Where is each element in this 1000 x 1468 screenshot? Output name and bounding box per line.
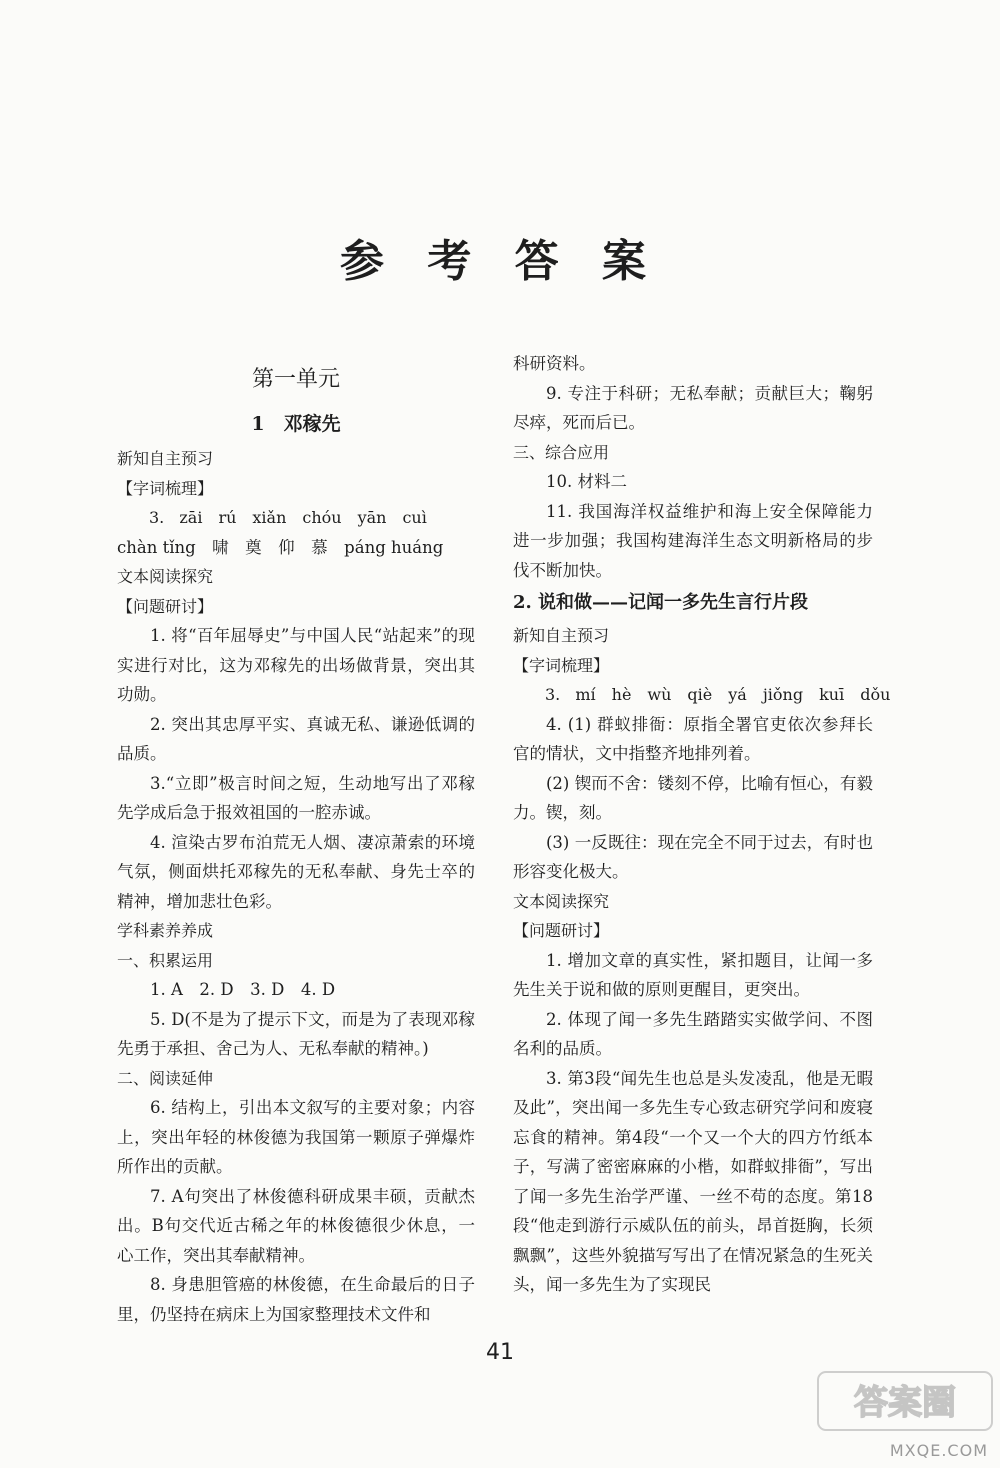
section-heading: 文本阅读探究 (117, 567, 214, 586)
section-heading: 文本阅读探究 (513, 891, 610, 911)
subsection-heading: 【字词梳理】 (117, 478, 214, 498)
answer-paragraph: (2) 锲而不舍：镂刻不停，比喻有恒心，有毅力。锲，刻。 (513, 773, 873, 822)
answer-paragraph: 10. 材料二 (546, 472, 627, 491)
page-title: 参 考 答 案 (340, 236, 660, 287)
answer-paragraph: 2. 体现了闻一多先生踏踏实实做学问、不图名利的品质。 (513, 1009, 873, 1058)
answer-paragraph: 1. A 2. D 3. D 4. D (150, 980, 336, 999)
part-heading: 二、阅读延伸 (117, 1068, 214, 1088)
answer-paragraph: 8. 身患胆管癌的林俊德，在生命最后的日子里，仍坚持在病床上为国家整理技术文件和 (117, 1275, 475, 1324)
answer-paragraph: 7. A句突出了林俊德科研成果丰硕，贡献杰出。B句交代近古稀之年的林俊德很少休息，一心工作，突出其奉献精神。 (117, 1186, 475, 1265)
answer-paragraph: 1. 增加文章的真实性，紧扣题目，让闻一多先生关于说和做的原则更醒目，更突出。 (513, 950, 873, 999)
subsection-heading: 【问题研讨】 (117, 596, 214, 616)
watermark-url: MXQE.COM (889, 1441, 988, 1460)
answer-paragraph: 9. 专注于科研；无私奉献；贡献巨大；鞠躬尽瘁，死而后已。 (513, 383, 873, 432)
unit-heading: 第一单元 (251, 367, 340, 392)
section-heading: 学科素养养成 (117, 921, 214, 940)
answer-continuation: 科研资料。 (513, 354, 596, 373)
subsection-heading: 【字词梳理】 (513, 655, 610, 675)
pinyin-line: chàn tǐng 啸 奠 仰 慕 páng huáng (117, 537, 444, 557)
answer-paragraph: 3.“立即”极言时间之短，生动地写出了邓稼先学成后急于报效祖国的一腔赤诚。 (117, 773, 475, 822)
answer-paragraph: 2. 突出其忠厚平实、真诚无私、谦逊低调的品质。 (117, 714, 475, 763)
answer-paragraph: 3. 第3段“闻先生也总是头发凌乱，他是无暇及此”，突出闻一多先生专心致志研究学问和废寝忘食的精神。第4段“一个又一个大的四方竹纸本子，写满了密密麻麻的小楷，如群蚁排衙”，写出了闻一多先生治学严谨、一丝不苟的态度。第18段“他走到游行示威队伍的前头，昂首挺胸，长须飘飘”，这些外貌描写写出了在情况紧急的生死关头，闻一多先生为了实现民 (513, 1068, 873, 1294)
answer-paragraph: 1. 将“百年屈辱史”与中国人民“站起来”的现实进行对比，这为邓稼先的出场做背景，突出其功勋。 (117, 626, 475, 704)
lesson-title: 1 邓稼先 (251, 413, 341, 435)
answer-paragraph: 5. D(不是为了提示下文，而是为了表现邓稼先勇于承担、舍己为人、无私奉献的精神。) (117, 1009, 475, 1058)
answer-paragraph: 6. 结构上，引出本文叙写的主要对象；内容上，突出年轻的林俊德为我国第一颗原子弹爆炸所作出的贡献。 (117, 1098, 475, 1176)
section-heading: 新知自主预习 (117, 449, 214, 468)
right-column (513, 349, 891, 1300)
part-heading: 三、综合应用 (513, 442, 610, 462)
answer-paragraph: 4. (1) 群蚁排衙：原指全署官吏依次参拜长官的情状，文中指整齐地排列着。 (513, 714, 873, 763)
pinyin-line: 3. zāi rú xiǎn chóu yān cuì (149, 508, 427, 527)
lesson-title: 2. 说和做——记闻一多先生言行片段 (513, 592, 809, 613)
subsection-heading: 【问题研讨】 (513, 921, 610, 940)
page-number: 41 (486, 1340, 514, 1365)
watermark-logo-text: 答案圈 (854, 1383, 956, 1423)
answer-paragraph: (3) 一反既往：现在完全不同于过去，有时也形容变化极大。 (513, 832, 873, 881)
section-heading: 新知自主预习 (513, 626, 610, 645)
answer-paragraph: 11. 我国海洋权益维护和海上安全保障能力进一步加强；我国构建海洋生态文明新格局的步伐不断加快。 (513, 501, 873, 580)
pinyin-line: 3. mí hè wù qiè yá jiǒng kuī dǒu (545, 685, 891, 704)
part-heading: 一、积累运用 (117, 950, 214, 970)
answer-paragraph: 4. 渲染古罗布泊荒无人烟、凄凉萧索的环境气氛，侧面烘托邓稼先的无私奉献、身先士卒的精神，增加悲壮色彩。 (117, 832, 475, 911)
left-column (117, 358, 475, 1329)
